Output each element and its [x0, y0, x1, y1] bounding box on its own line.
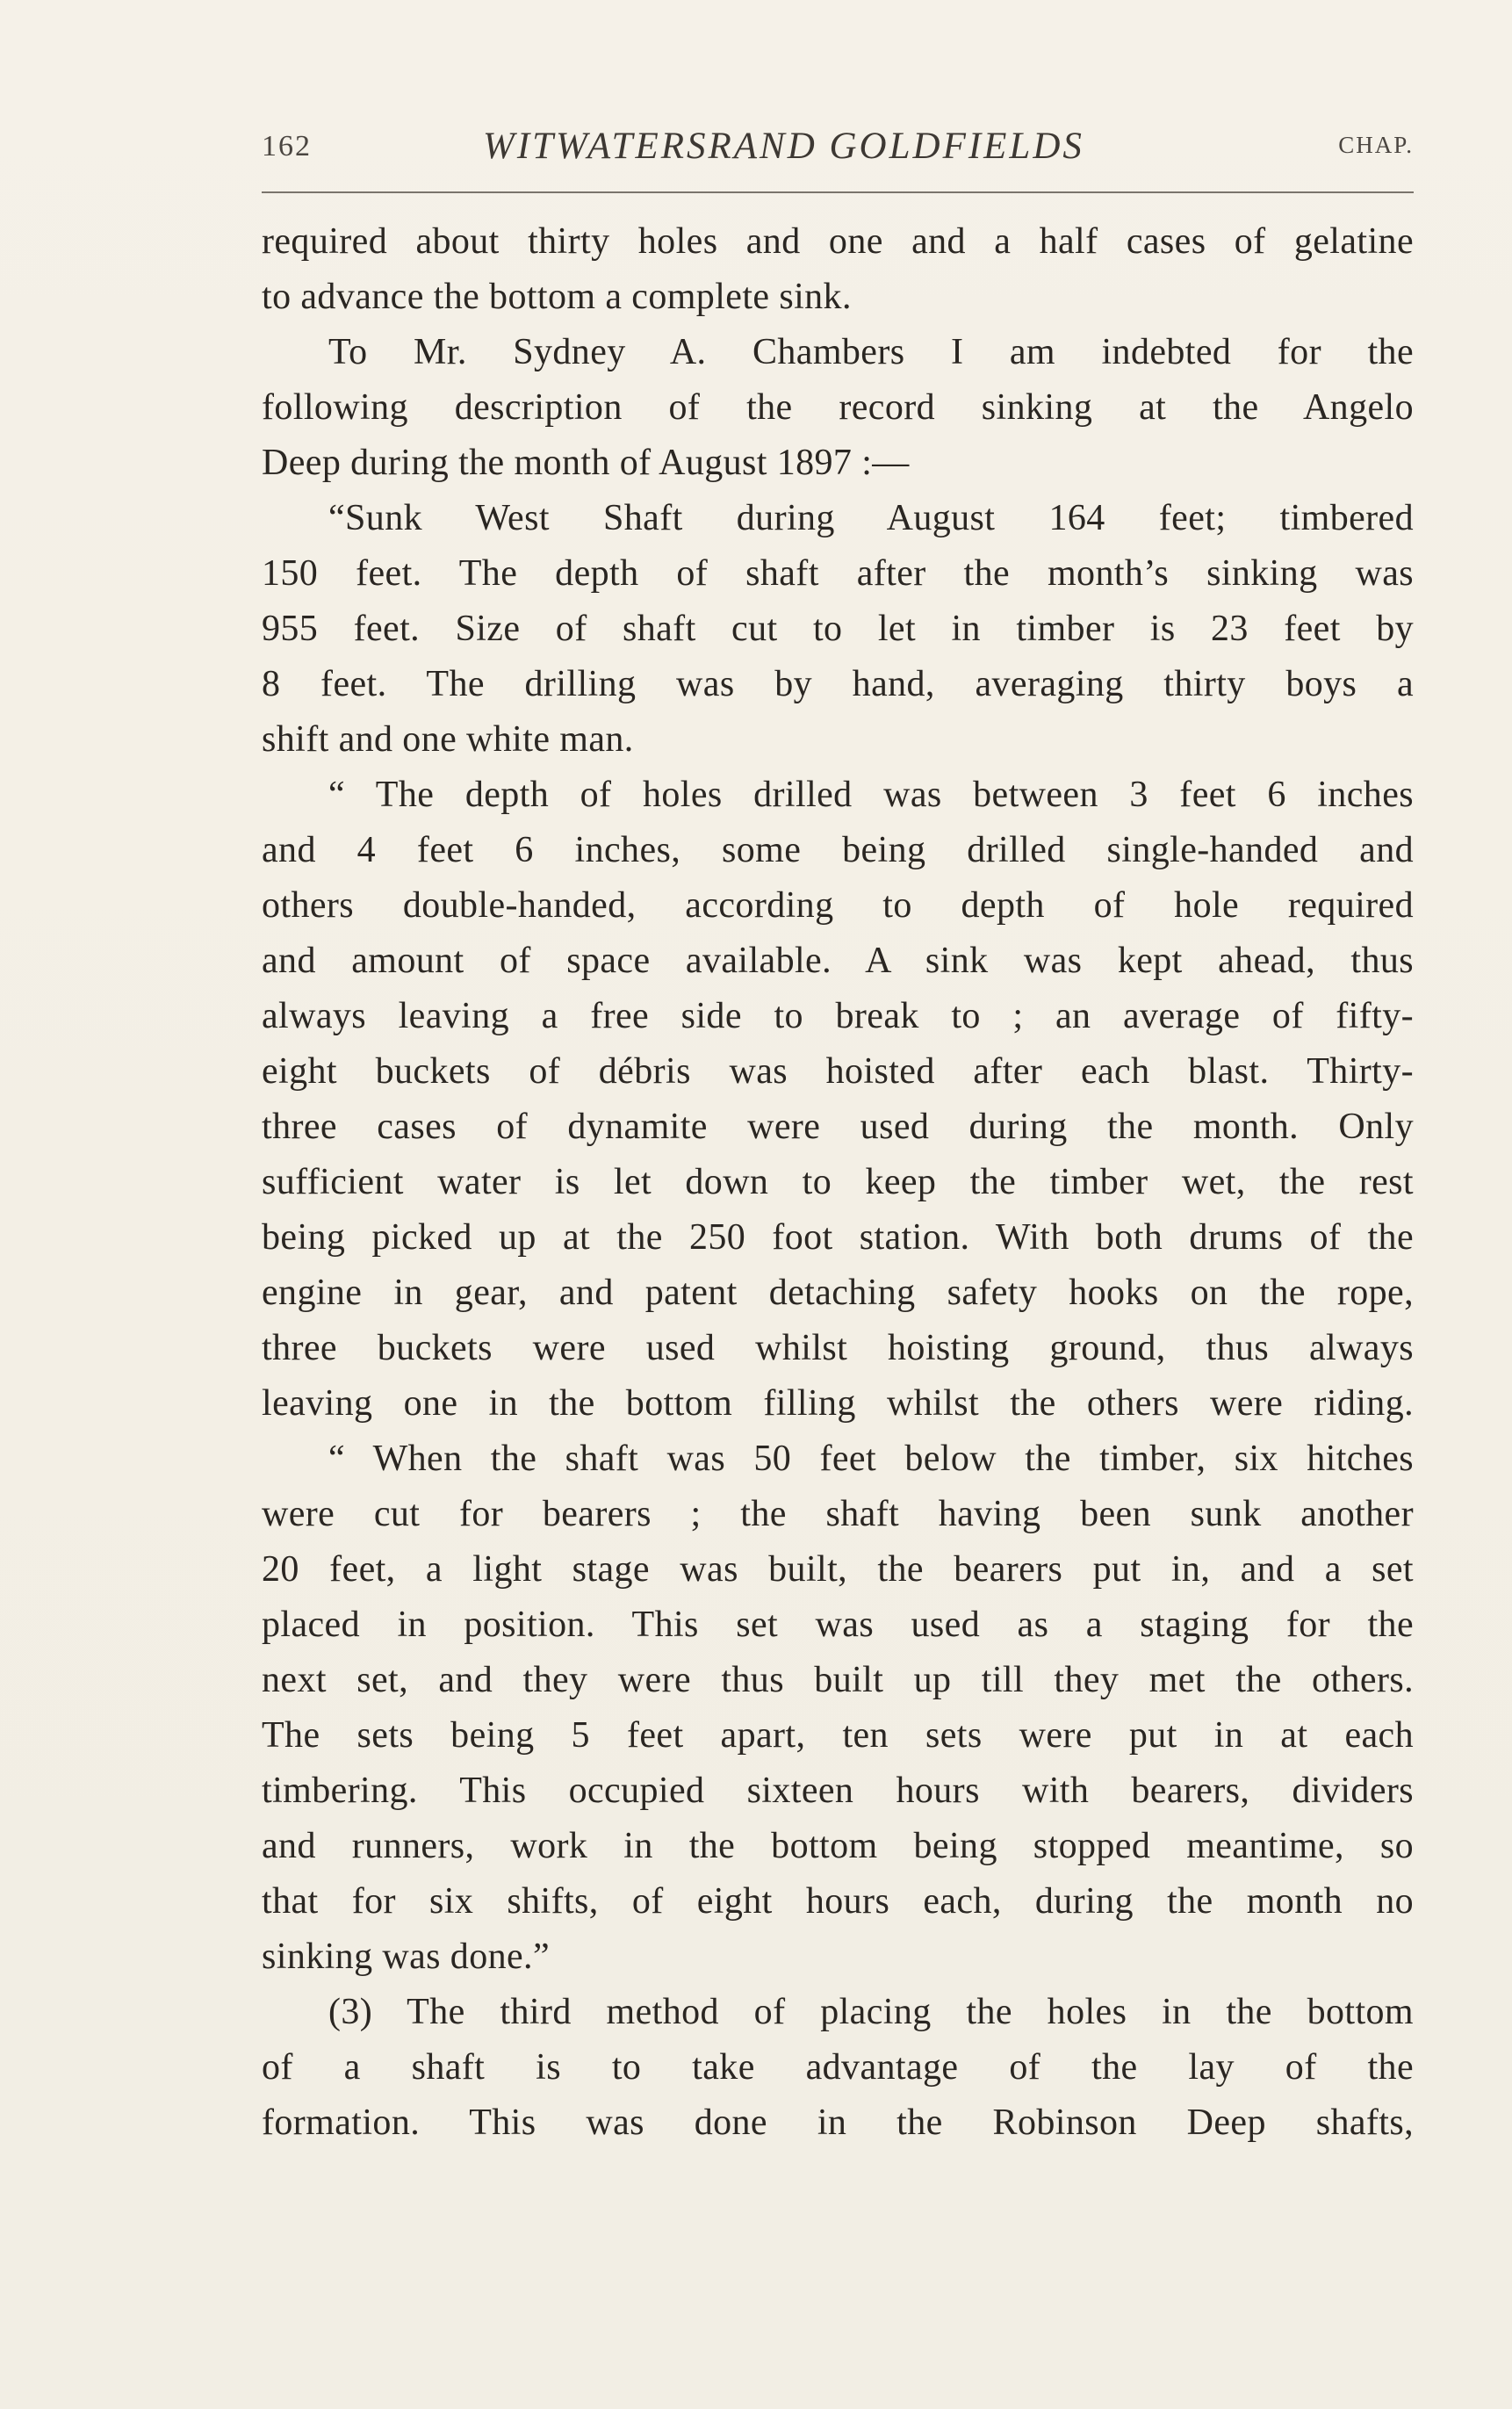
- text-line: timbering. This occupied sixteen hours with bearers, dividers: [262, 1771, 1414, 1811]
- text-line: required about thirty holes and one and a half cases of gelatine: [262, 221, 1414, 262]
- text-line: others double-handed, according to depth of hole required: [262, 885, 1414, 926]
- text-line: sinking was done.”: [262, 1937, 550, 1977]
- body-text: [262, 214, 1414, 2151]
- paragraph-start-line: (3) The third method of placing the holes in the bottom: [328, 1992, 1414, 2032]
- text-line: and amount of space available. A sink was kept ahead, thus: [262, 941, 1414, 981]
- text-line: sufficient water is let down to keep the timber wet, the rest: [262, 1162, 1414, 1202]
- running-head: [262, 123, 1414, 172]
- paragraph-start-line: To Mr. Sydney A. Chambers I am indebted for the: [328, 332, 1414, 372]
- paragraph-start-line: “ The depth of holes drilled was between 3 feet 6 inches: [328, 775, 1414, 815]
- text-line: leaving one in the bottom filling whilst the others were riding.: [262, 1383, 1414, 1424]
- text-line: three buckets were used whilst hoisting ground, thus always: [262, 1328, 1414, 1368]
- text-line: following description of the record sinking at the Angelo: [262, 387, 1414, 428]
- paragraph-start-line: “ When the shaft was 50 feet below the timber, six hitches: [328, 1439, 1414, 1479]
- text-line: three cases of dynamite were used during the month. Only: [262, 1107, 1414, 1147]
- text-line: engine in gear, and patent detaching safety hooks on the rope,: [262, 1273, 1414, 1313]
- text-line: to advance the bottom a complete sink.: [262, 277, 852, 317]
- text-line: next set, and they were thus built up till they met the others.: [262, 1660, 1414, 1700]
- header-rule: [262, 191, 1414, 193]
- paragraph-start-line: “Sunk West Shaft during August 164 feet; timbered: [328, 498, 1414, 538]
- text-line: shift and one white man.: [262, 719, 634, 760]
- chapter-label: CHAP.: [1338, 132, 1414, 158]
- text-line: of a shaft is to take advantage of the lay of the: [262, 2047, 1414, 2088]
- text-line: being picked up at the 250 foot station. With both drums of the: [262, 1217, 1414, 1258]
- text-line: placed in position. This set was used as a staging for the: [262, 1605, 1414, 1645]
- text-line: The sets being 5 feet apart, ten sets were put in at each: [262, 1715, 1414, 1756]
- text-line: Deep during the month of August 1897 :—: [262, 443, 910, 483]
- text-line: that for six shifts, of eight hours each, during the month no: [262, 1881, 1414, 1922]
- text-line: eight buckets of débris was hoisted after each blast. Thirty-: [262, 1051, 1414, 1092]
- text-line: and runners, work in the bottom being stopped meantime, so: [262, 1826, 1414, 1866]
- text-line: 20 feet, a light stage was built, the bearers put in, and a set: [262, 1549, 1414, 1590]
- text-line: were cut for bearers ; the shaft having been sunk another: [262, 1494, 1414, 1534]
- text-line: 150 feet. The depth of shaft after the month’s sinking was: [262, 553, 1414, 594]
- text-line: formation. This was done in the Robinson Deep shafts,: [262, 2102, 1414, 2143]
- text-line: always leaving a free side to break to ; an average of fifty-: [262, 996, 1414, 1036]
- page-number: 162: [262, 130, 312, 162]
- text-line: and 4 feet 6 inches, some being drilled single-handed and: [262, 830, 1414, 870]
- text-line: 8 feet. The drilling was by hand, averaging thirty boys a: [262, 664, 1414, 704]
- running-title: WITWATERSRAND GOLDFIELDS: [483, 126, 1084, 167]
- text-line: 955 feet. Size of shaft cut to let in timber is 23 feet by: [262, 609, 1414, 649]
